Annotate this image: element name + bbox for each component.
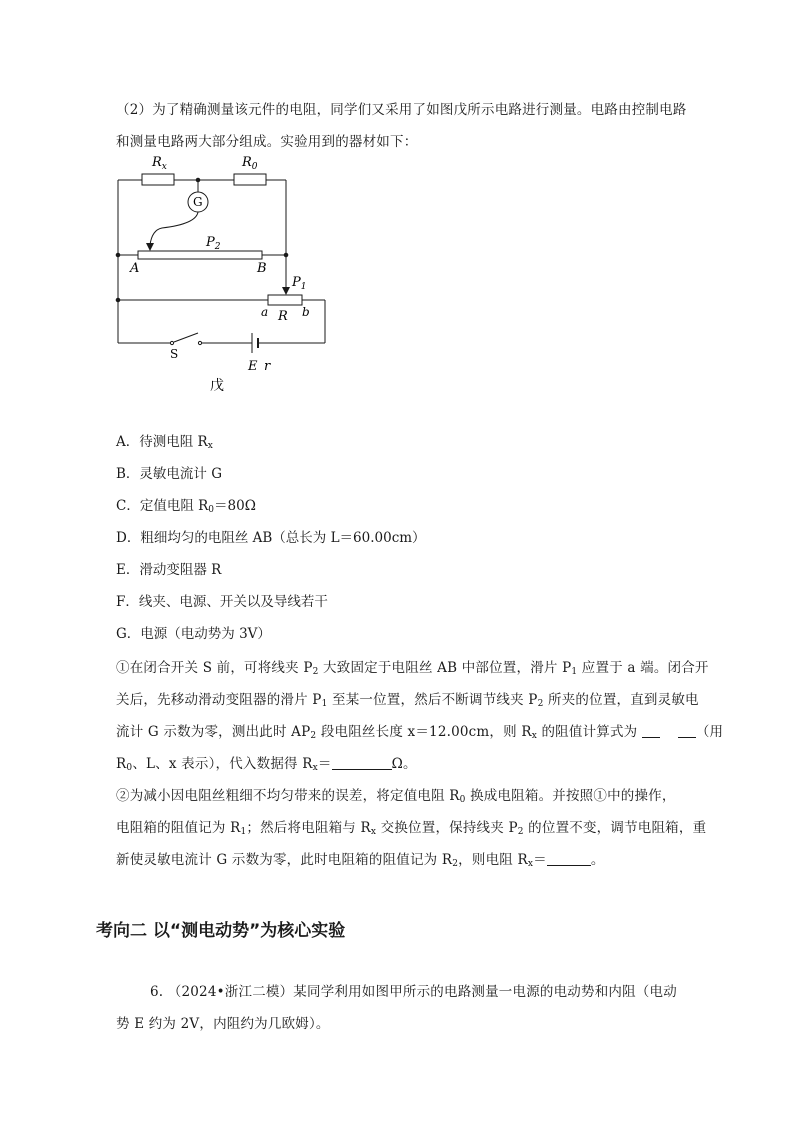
q6-line-1: 6. （2024•浙江二模）某同学利用如图甲所示的电路测量一电源的电动势和内阻（电动 <box>150 984 677 1000</box>
p2-arrow-icon <box>146 243 154 251</box>
figure-caption: 戊 <box>210 378 224 394</box>
intro-line-1: （2）为了精确测量该元件的电阻，同学们又采用了如图戊所示电路进行测量。电路由控制电路 <box>116 102 687 118</box>
label-b: B <box>257 261 267 276</box>
answer-blank-formula-1[interactable] <box>642 725 660 738</box>
label-r0: $R_0$ <box>242 155 258 172</box>
resistor-rx <box>142 174 174 185</box>
q2-line-3: 新使灵敏电流计 G 示数为零，此时电阻箱的阻值记为 $R_2$，则电阻 $R_x=$ 。 <box>116 852 605 869</box>
answer-blank-rx[interactable] <box>547 853 591 866</box>
option-b: B．灵敏电流计 G <box>116 466 222 482</box>
label-g: G <box>193 195 203 209</box>
rheostat-r <box>268 295 302 305</box>
q1-line-4: $R_0$、L、x 表示），代入数据得 $R_x= \Omega$。 <box>116 756 417 773</box>
resistance-wire-ab <box>138 251 262 259</box>
option-d: D．粗细均匀的电阻丝 AB（总长为 L＝60.00cm） <box>116 530 426 546</box>
label-e: E <box>248 359 258 374</box>
label-rheo-b: b <box>302 305 310 319</box>
label-p1: $P_1$ <box>292 275 307 292</box>
resistor-r0 <box>234 174 266 185</box>
q1-line-1: ①在闭合开关 S 前，可将线夹 $P_2$ 大致固定于电阻丝 AB 中部位置，滑片 $P_1$ 应置于 a 端。闭合开 <box>116 660 709 677</box>
switch-s <box>174 333 198 342</box>
label-s: S <box>170 347 179 361</box>
option-f: F．线夹、电源、开关以及导线若干 <box>116 594 328 610</box>
p1-arrow-icon <box>282 287 290 295</box>
label-r-internal: r <box>264 359 271 374</box>
q6-line-2: 势 E 约为 2V，内阻约为几欧姆）。 <box>116 1016 330 1032</box>
q2-line-1: ②为减小因电阻丝粗细不均匀带来的误差，将定值电阻 $R_0$ 换成电阻箱。并按照①中的操作， <box>116 788 676 805</box>
option-e: E．滑动变阻器 R <box>116 562 222 578</box>
option-c: C．定值电阻 $R_0=80\Omega$ <box>116 498 256 515</box>
label-rheo-a: a <box>261 305 269 319</box>
q2-line-2: 电阻箱的阻值记为 $R_1$；然后将电阻箱与 $R_x$ 交换位置，保持线夹 $P_2$ 的位置不变，调节电阻箱，重 <box>116 820 707 837</box>
option-g: G．电源（电动势为 3V） <box>116 626 271 642</box>
label-rheo-r: R <box>278 309 288 324</box>
q1-line-3: 流计 G 示数为零，测出此时 $AP_2$ 段电阻丝长度 x＝12.00cm，则 $R_x$ 的阻值计算式为 （用 <box>116 724 724 741</box>
label-p2: $P_2$ <box>206 235 221 252</box>
circuit-diagram <box>100 150 340 400</box>
p2-lead <box>150 212 198 245</box>
option-a: A．待测电阻 $R_x$ <box>116 434 213 451</box>
q1-line-2: 关后，先移动滑动变阻器的滑片 $P_1$ 至某一位置，然后不断调节线夹 $P_2$ 所夹的位置，直到灵敏电 <box>116 692 699 709</box>
label-rx: $R_x$ <box>152 155 167 172</box>
answer-blank-value[interactable] <box>332 757 392 770</box>
answer-blank-formula-2[interactable] <box>678 725 696 738</box>
label-a: A <box>130 261 140 276</box>
intro-line-2: 和测量电路两大部分组成。实验用到的器材如下： <box>116 134 418 150</box>
section-heading: 考向二 以“测电动势”为核心实验 <box>96 921 346 941</box>
